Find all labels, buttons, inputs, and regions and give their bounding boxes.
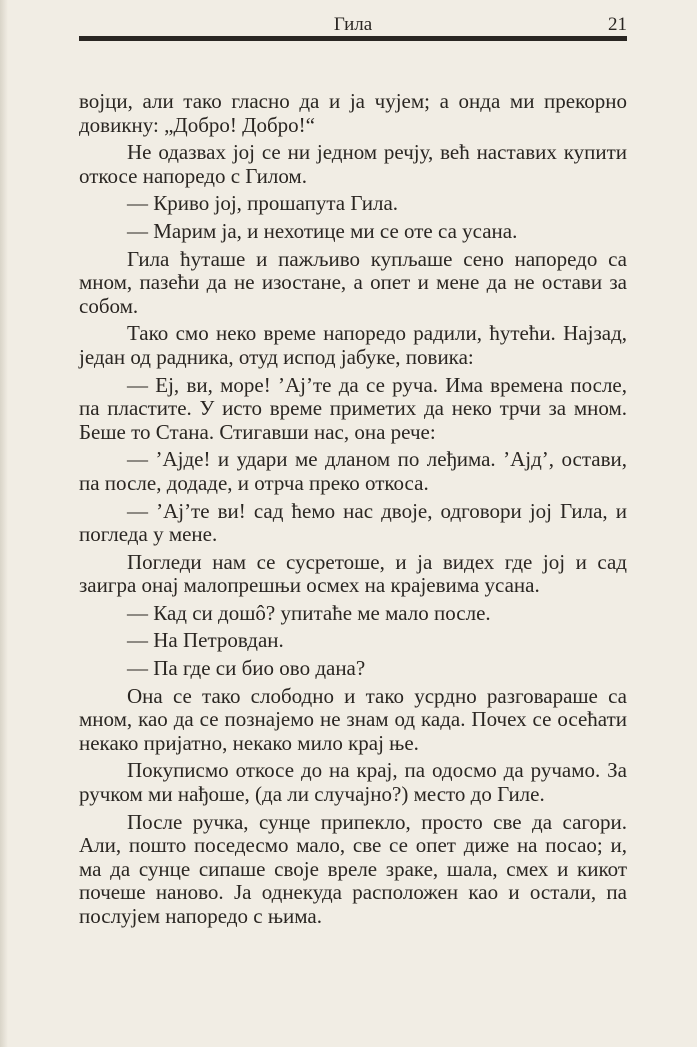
paragraph: — Еј, ви, море! ’Ај’те да се руча. Има времена после, па пластите. У исто време приметих да неко трчи за мном. Беше то Стана. Стигавши нас, она рече:	[79, 372, 627, 444]
paragraph: Не одазвах јој се ни једном речју, већ наставих купити откосе напоредо с Гилом.	[79, 140, 627, 188]
paragraph: — ’Ајде! и удари ме дланом по леђима. ’Ајд’, остави, па после, додаде, и отрча преко откоса.	[79, 447, 627, 495]
paragraph: — Кад си дошô? упитаће ме мало после.	[127, 600, 491, 625]
paragraph: Погледи нам се сусретоше, и ја видех где јој и сад заигра онај малопрешњи осмех на крајевима усана.	[79, 549, 627, 598]
paragraph: војци, али тако гласно да и ја чујем; а онда ми прекорно довикну: „Добро! Добро!“	[79, 89, 627, 137]
paragraph: После ручка, сунце припекло, просто све да сагори. Али, пошто поседесмо мало, све се опет диже на посао; и, ма да сунце сипаше своје врелe зраке, шала, смех и кикот почеше наново. Ја однекуда расположен као и остали, па послујем напоредо с њима.	[79, 809, 627, 928]
page-header	[79, 14, 627, 36]
paragraph: Она се тако слободно и тако усрдно разговараше са мном, као да се познајемо не знам од када. Почех се осећати некако пријатно, некако мило крај ње.	[79, 683, 627, 755]
header-rule	[79, 36, 627, 41]
paragraph: — На Петровдан.	[127, 628, 284, 653]
running-title: Гила	[333, 14, 373, 35]
paragraph: — Па где си био ово дана?	[127, 656, 366, 681]
page-edge-shadow	[0, 0, 8, 1047]
paragraph: Покуписмо откосе до на крај, па одосмо да ручамо. За ручком ми нађоше, (да ли случајно?) место до Гиле.	[79, 758, 627, 807]
paragraph: Гила ћуташе и пажљиво купљаше сено напоредо са мном, пазећи да не изостане, а опет и мене да не остави за собом.	[79, 246, 627, 318]
page-number: 21	[608, 14, 627, 35]
body-text	[79, 90, 627, 933]
paragraph: — Криво јој, прошапута Гила.	[127, 191, 399, 216]
paragraph: — ’Ај’те ви! сад ћемо нас двоје, одговори јој Гила, и погледа у мене.	[79, 498, 627, 547]
paragraph: — Марим ја, и нехотице ми се оте са усана.	[127, 218, 518, 243]
paragraph: Тако смо неко време напоредо радили, ћутећи. Најзад, један од радника, отуд испод јабуке, повика:	[79, 321, 627, 369]
